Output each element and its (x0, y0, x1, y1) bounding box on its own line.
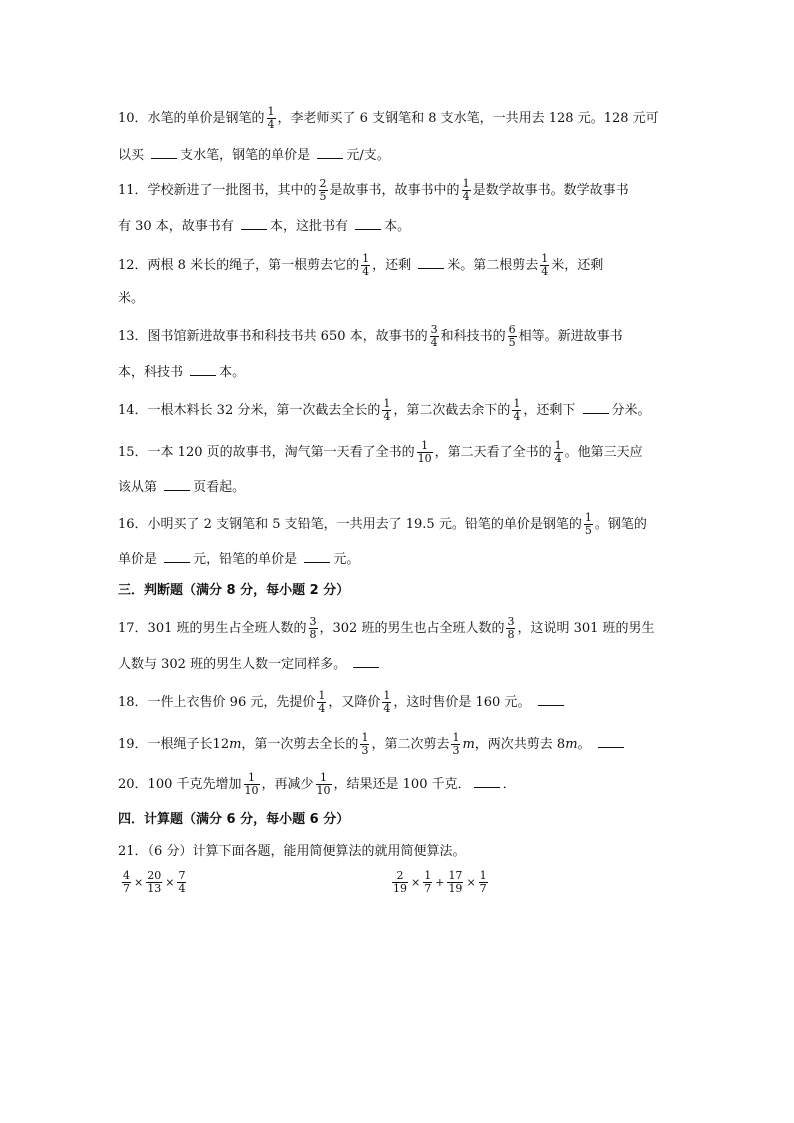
answer-blank[interactable] (190, 363, 216, 376)
q19-unit: m (462, 737, 475, 752)
answer-blank[interactable] (418, 256, 444, 269)
q20-text-d: ． (502, 777, 516, 792)
q11-text-c: 是数学故事书。数学故事书 (472, 183, 629, 198)
q20-text-b: ，再减少 (261, 777, 314, 792)
q20-fraction-1: $\frac{1}{10}$ (244, 771, 259, 797)
q14-text-b: ，第二次截去余下的 (393, 403, 511, 418)
q10-text-e: 元/支。 (346, 148, 390, 163)
q16-text-d: 元，铅笔的单价是 (193, 552, 298, 567)
q12-fraction-1: $\frac{1}{4}$ (362, 252, 370, 278)
question-16-line-2 (118, 550, 359, 569)
answer-blank[interactable] (474, 775, 500, 788)
q19-text-a: 19．一根绳子长 (118, 737, 213, 752)
answer-blank[interactable] (538, 693, 564, 706)
answer-blank[interactable] (598, 735, 624, 748)
q10-text-c: 以买 (118, 148, 145, 163)
q14-text-a: 14．一根木料长 32 分米，第一次截去全长的 (118, 403, 381, 418)
q15-text-c: 。他第三天应 (564, 445, 643, 460)
q11-fraction-1: $\frac{2}{5}$ (319, 177, 327, 203)
q13-text-b: 和科技书的 (440, 329, 506, 344)
expr1-fraction-3: $\frac{7}{4}$ (178, 869, 186, 895)
question-13-line-2 (118, 363, 245, 382)
q20-text-c: ，结果还是 100 千克． (333, 777, 471, 792)
q15-text-a: 15．一本 120 页的故事书，淘气第一天看了全书的 (118, 445, 415, 460)
q17-text-b: ，302 班的男生也占全班人数的 (319, 621, 505, 636)
q15-fraction-2: $\frac{1}{4}$ (554, 439, 562, 465)
answer-blank[interactable] (164, 478, 190, 491)
q18-text-a: 18．一件上衣售价 96 元，先提价 (118, 695, 316, 710)
q11-fraction-2: $\frac{1}{4}$ (462, 177, 470, 203)
times-sign: × (411, 875, 421, 889)
q19-text-d: ，两次共剪去 8 (474, 737, 566, 752)
question-14-line-1 (118, 398, 651, 423)
q14-fraction-2: $\frac{1}{4}$ (513, 397, 521, 423)
times-sign: × (165, 875, 175, 889)
q17-fraction-2: $\frac{3}{8}$ (507, 615, 515, 641)
question-12-line-1 (118, 253, 603, 278)
question-15-line-1 (118, 440, 643, 465)
q14-text-d: 分米。 (611, 403, 651, 418)
q17-text-a: 17．301 班的男生占全班人数的 (118, 621, 307, 636)
answer-blank[interactable] (241, 217, 267, 230)
q10-text-b: ，李老师买了 6 支钢笔和 8 支水笔，一共用去 128 元。128 元可 (277, 111, 659, 126)
answer-blank[interactable] (355, 217, 381, 230)
q18-fraction-2: $\frac{1}{4}$ (383, 689, 391, 715)
q16-text-b: 。钢笔的 (594, 517, 647, 532)
q16-text-c: 单价是 (118, 552, 158, 567)
q17-text-d: 人数与 302 班的男生人数一定同样多。 (118, 657, 347, 672)
q10-text-d: 支水笔，钢笔的单价是 (180, 148, 311, 163)
question-17-line-1 (118, 616, 655, 641)
q11-text-b: 是故事书，故事书中的 (329, 183, 460, 198)
times-sign: × (466, 875, 476, 889)
q10-text-a: 10．水笔的单价是钢笔的 (118, 111, 265, 126)
q16-text-e: 元。 (333, 552, 360, 567)
q17-text-c: ，这说明 301 班的男生 (517, 621, 655, 636)
q19-fraction-1: $\frac{1}{3}$ (361, 731, 369, 757)
q18-text-b: ，又降价 (328, 695, 381, 710)
question-21-line-1: 21．（6 分）计算下面各题，能用简便算法的就用简便算法。 (118, 844, 466, 859)
q19-text-c: ，第二次剪去 (371, 737, 450, 752)
q13-text-e: 本。 (219, 365, 246, 380)
q14-fraction-1: $\frac{1}{4}$ (383, 397, 391, 423)
q18-fraction-1: $\frac{1}{4}$ (318, 689, 326, 715)
q19-unit: m (565, 737, 578, 752)
q19-text-b: ，第一次剪去全长的 (241, 737, 359, 752)
q16-fraction-1: $\frac{1}{5}$ (584, 511, 592, 537)
q19-text-e: 。 (577, 737, 591, 752)
calc-expression-2 (390, 870, 490, 895)
question-12-line-2 (118, 290, 144, 308)
question-11-line-1 (118, 178, 629, 203)
q10-fraction-1: $\frac{1}{4}$ (267, 105, 275, 131)
q15-text-d: 该从第 (118, 480, 158, 495)
q11-text-a: 11．学校新进了一批图书，其中的 (118, 183, 317, 198)
q19-length-value: 12 (212, 737, 230, 752)
q12-text-b: ，还剩 (372, 258, 412, 273)
q17-fraction-1: $\frac{3}{8}$ (309, 615, 317, 641)
calc-expression-1 (120, 870, 188, 895)
answer-blank[interactable] (151, 146, 177, 159)
question-13-line-1 (118, 324, 623, 349)
q15-text-b: ，第二天看了全书的 (434, 445, 552, 460)
question-20-line-1 (118, 772, 516, 797)
q16-text-a: 16．小明买了 2 支钢笔和 5 支铅笔，一共用去了 19.5 元。铅笔的单价是钢笔的 (118, 517, 582, 532)
q13-text-d: 本，科技书 (118, 365, 184, 380)
q12-text-c: 米。第二根剪去 (447, 258, 539, 273)
q13-fraction-1: $\frac{3}{4}$ (430, 323, 438, 349)
expr2-fraction-3: $\frac{17}{19}$ (448, 869, 463, 895)
question-10-line-1 (118, 106, 659, 131)
answer-blank[interactable] (304, 550, 330, 563)
q20-text-a: 20．100 千克先增加 (118, 777, 242, 792)
q19-unit: m (229, 737, 242, 752)
question-19-line-1 (118, 732, 627, 757)
q11-text-d: 有 30 本，故事书有 (118, 219, 234, 234)
q12-fraction-2: $\frac{1}{4}$ (541, 252, 549, 278)
expr2-fraction-2: $\frac{1}{7}$ (424, 869, 432, 895)
times-sign: × (134, 875, 144, 889)
answer-blank[interactable] (164, 550, 190, 563)
question-16-line-1 (118, 512, 647, 537)
q19-fraction-2: $\frac{1}{3}$ (452, 731, 460, 757)
q14-text-c: ，还剩下 (523, 403, 576, 418)
question-17-line-2 (118, 655, 382, 674)
expr1-fraction-1: $\frac{4}{7}$ (123, 869, 130, 895)
q12-text-d: 米，还剩 (551, 258, 604, 273)
question-10-line-2 (118, 146, 390, 165)
q13-text-c: 相等。新进故事书 (518, 329, 623, 344)
q11-text-e: 本，这批书有 (269, 219, 348, 234)
q12-text-a: 12．两根 8 米长的绳子，第一根剪去它的 (118, 258, 360, 273)
section-title-calculation: 四．计算题（满分 6 分，每小题 6 分） (118, 812, 350, 827)
q20-fraction-2: $\frac{1}{10}$ (316, 771, 331, 797)
q13-fraction-2: $\frac{6}{5}$ (508, 323, 516, 349)
q15-text-e: 页看起。 (193, 480, 246, 495)
question-18-line-1 (118, 690, 567, 715)
plus-sign: + (435, 875, 445, 889)
expr1-fraction-2: $\frac{20}{13}$ (147, 869, 162, 895)
q13-text-a: 13．图书馆新进故事书和科技书共 650 本，故事书的 (118, 329, 428, 344)
section-title-judgement: 三．判断题（满分 8 分，每小题 2 分） (118, 583, 350, 598)
expr2-fraction-1: $\frac{2}{19}$ (393, 869, 407, 895)
question-11-line-2 (118, 217, 410, 236)
answer-blank[interactable] (353, 655, 379, 668)
q11-text-f: 本。 (384, 219, 411, 234)
answer-blank[interactable] (317, 146, 343, 159)
q15-fraction-1: $\frac{1}{10}$ (417, 439, 432, 465)
question-15-line-2 (118, 478, 245, 497)
expr2-fraction-4: $\frac{1}{7}$ (479, 869, 487, 895)
q18-text-c: ，这时售价是 160 元。 (393, 695, 531, 710)
answer-blank[interactable] (583, 401, 609, 414)
q12-text-e: 米。 (118, 291, 145, 306)
